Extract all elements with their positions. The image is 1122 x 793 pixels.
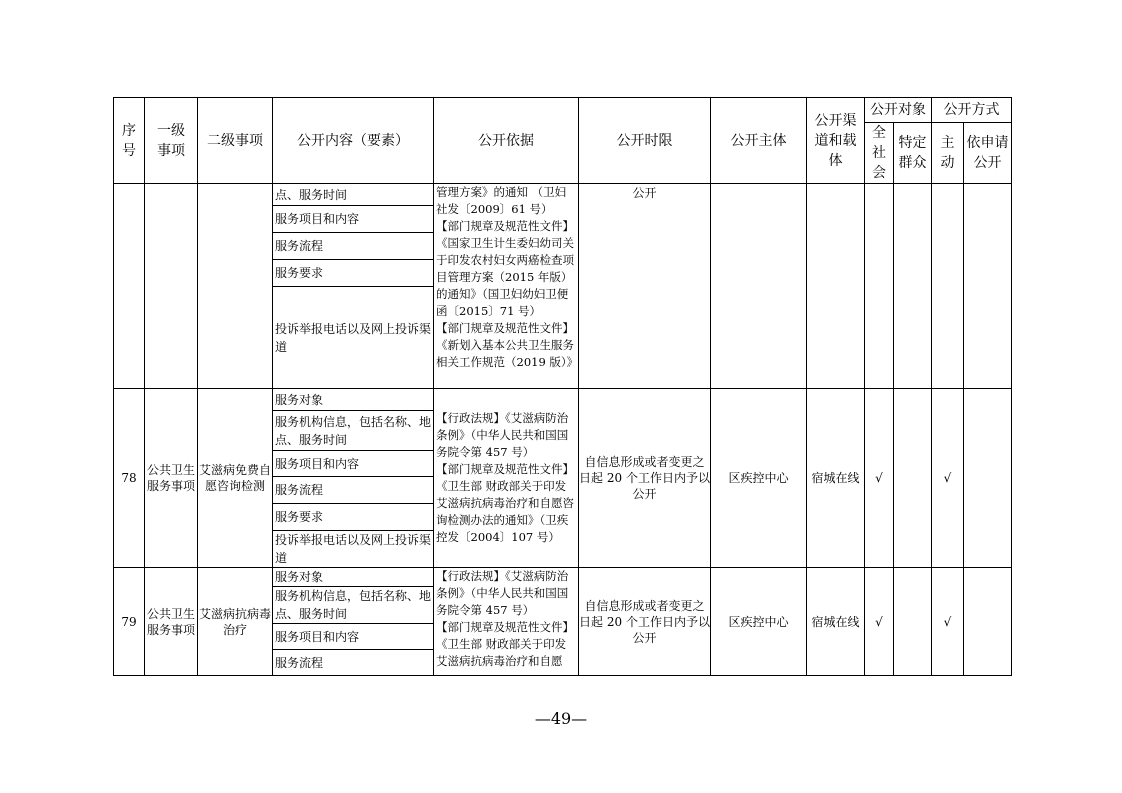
cell-basis: 【行政法规】《艾滋病防治条例》（中华人民共和国国务院令第 457 号） 【部门规章及规范性文件】《卫生部 财政部关于印发艾滋病抗病毒治疗和自愿: [434, 568, 579, 676]
cell-target-specific: [894, 184, 932, 389]
cell-subject: 区疾控中心: [711, 568, 807, 676]
content-item: 服务对象: [273, 389, 434, 411]
content-item: 服务流程: [273, 233, 434, 260]
cell-time-limit: 自信息形成或者变更之日起 20 个工作日内予以公开: [579, 389, 711, 568]
header-target-specific: 特定 群众: [894, 123, 932, 184]
header-target: 公开对象: [865, 98, 932, 123]
header-seq: 序 号: [114, 98, 145, 184]
content-item: 投诉举报电话以及网上投诉渠道: [273, 531, 434, 568]
cell-level2: 艾滋病免费自愿咨询检测: [198, 389, 273, 568]
content-item: 服务项目和内容: [273, 451, 434, 477]
cell-seq: 79: [114, 568, 145, 676]
cell-subject: 区疾控中心: [711, 389, 807, 568]
cell-time-limit: 公开: [579, 184, 711, 389]
cell-channel: [807, 184, 865, 389]
cell-seq: [114, 184, 145, 389]
cell-method-active: [932, 184, 964, 389]
header-level2: 二级事项: [198, 98, 273, 184]
page-number: —49—: [534, 709, 588, 728]
cell-method-apply: [964, 389, 1012, 568]
cell-level1: 公共卫生服务事项: [145, 568, 198, 676]
cell-target-all: √: [865, 389, 894, 568]
header-subject: 公开主体: [711, 98, 807, 184]
header-method: 公开方式: [932, 98, 1012, 123]
cell-target-all: √: [865, 568, 894, 676]
cell-channel: 宿城在线: [807, 389, 865, 568]
disclosure-table: [113, 97, 1012, 676]
cell-method-apply: [964, 184, 1012, 389]
cell-level1: 公共卫生服务事项: [145, 389, 198, 568]
cell-basis: 管理方案》的通知 （卫妇社发〔2009〕61 号） 【部门规章及规范性文件】《国家卫生计生委妇幼司关于印发农村妇女两癌检查项目管理方案（2015 年版）的通知》（国卫妇幼妇卫便函〔2015〕71 号） 【部门规章及规范性文件】《新划入基本公共卫生服务相关工作规范（2019 版）》: [434, 184, 579, 389]
cell-method-active: √: [932, 389, 964, 568]
disclosure-table-wrapper: [113, 97, 1012, 676]
content-item: 服务项目和内容: [273, 624, 434, 650]
content-item: 服务要求: [273, 260, 434, 287]
cell-channel: 宿城在线: [807, 568, 865, 676]
header-basis: 公开依据: [434, 98, 579, 184]
content-item: 服务要求: [273, 504, 434, 531]
content-item: 点、服务时间: [273, 184, 434, 206]
header-channel: 公开渠 道和载 体: [807, 98, 865, 184]
header-method-active: 主 动: [932, 123, 964, 184]
cell-level2: [198, 184, 273, 389]
content-item: 服务项目和内容: [273, 206, 434, 233]
content-item: 服务机构信息，包括名称、地点、服务时间: [273, 587, 434, 624]
cell-target-specific: [894, 389, 932, 568]
cell-method-active: √: [932, 568, 964, 676]
cell-method-apply: [964, 568, 1012, 676]
content-item: 服务对象: [273, 568, 434, 587]
content-item: 投诉举报电话以及网上投诉渠道: [273, 287, 434, 389]
cell-target-all: [865, 184, 894, 389]
cell-subject: [711, 184, 807, 389]
header-content: 公开内容（要素）: [273, 98, 434, 184]
content-item: 服务流程: [273, 477, 434, 504]
content-item: 服务机构信息，包括名称、地点、服务时间: [273, 411, 434, 451]
header-time-limit: 公开时限: [579, 98, 711, 184]
header-target-all: 全 社 会: [865, 123, 894, 184]
cell-time-limit: 自信息形成或者变更之日起 20 个工作日内予以公开: [579, 568, 711, 676]
cell-level2: 艾滋病抗病毒治疗: [198, 568, 273, 676]
cell-seq: 78: [114, 389, 145, 568]
header-level1: 一级 事项: [145, 98, 198, 184]
cell-target-specific: [894, 568, 932, 676]
header-method-apply: 依申请 公开: [964, 123, 1012, 184]
cell-basis: 【行政法规】《艾滋病防治条例》（中华人民共和国国务院令第 457 号） 【部门规章及规范性文件】《卫生部 财政部关于印发艾滋病抗病毒治疗和自愿咨询检测办法的通知》（卫疾控发〔2004〕107 号）: [434, 389, 579, 568]
cell-level1: [145, 184, 198, 389]
content-item: 服务流程: [273, 650, 434, 676]
